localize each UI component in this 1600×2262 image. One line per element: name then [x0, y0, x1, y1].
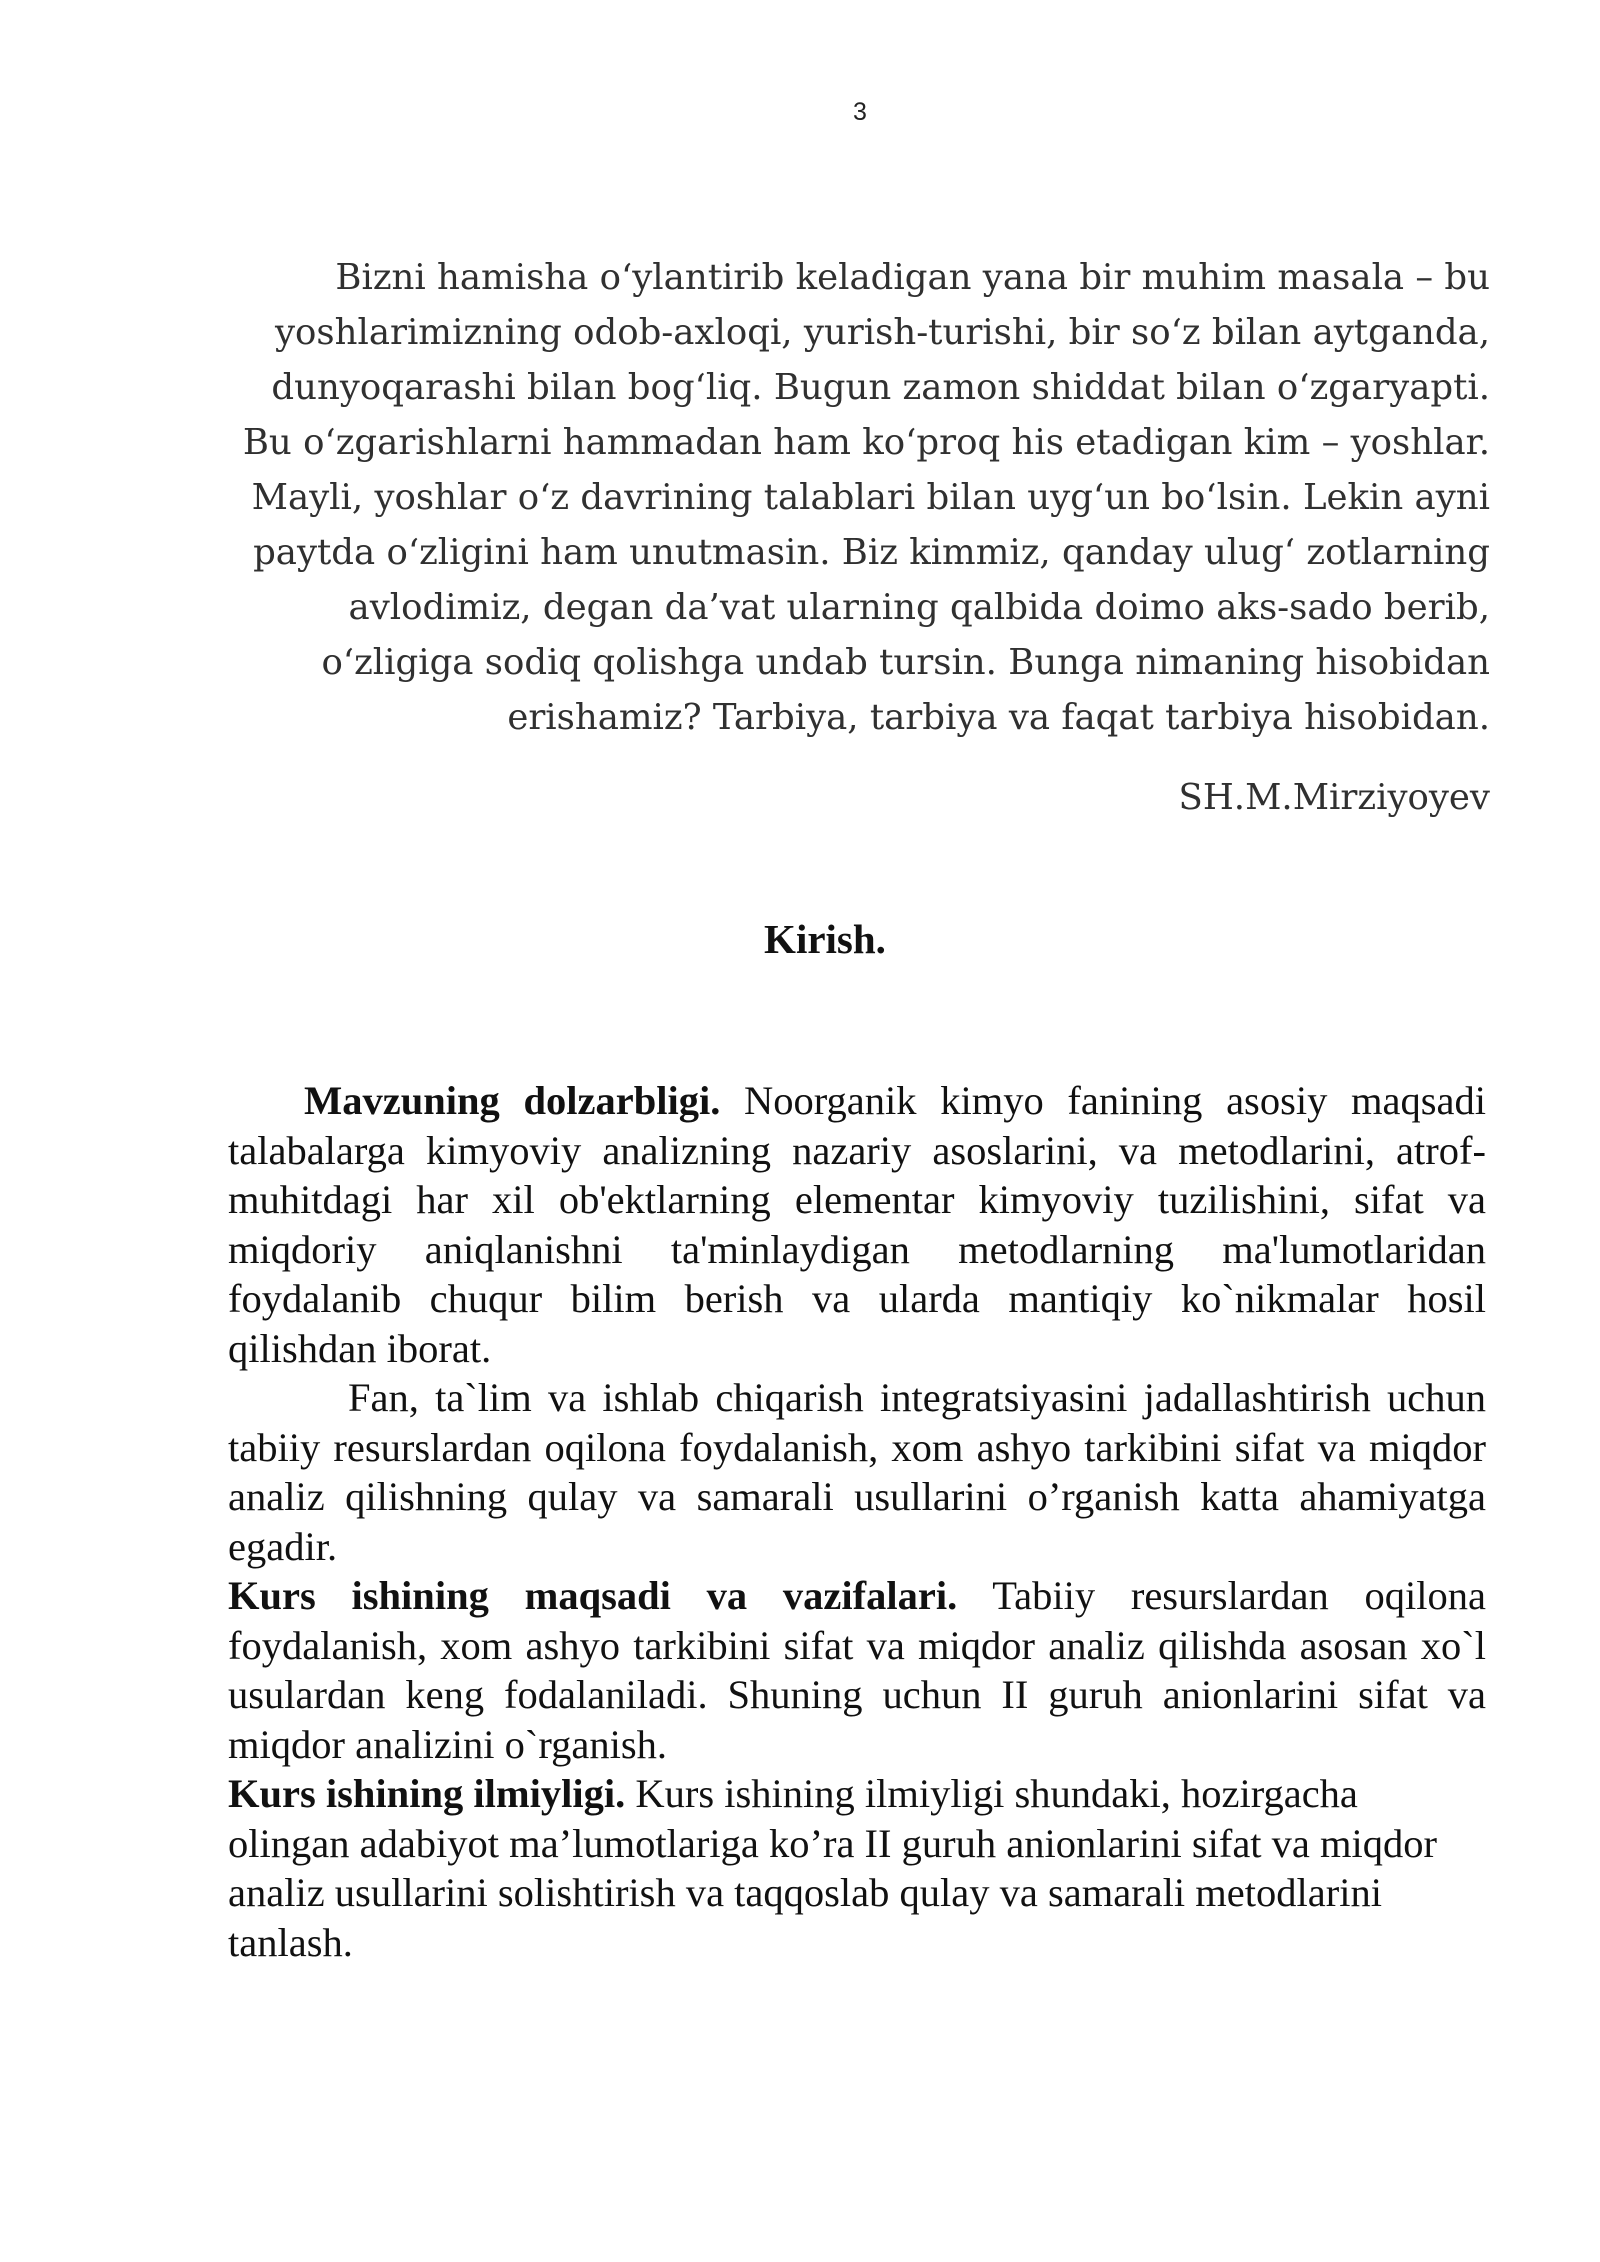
page-number: 3: [853, 98, 867, 126]
paragraph-text: Noorganik kimyo fanining asosiy maqsadi talabalarga kimyoviy analizning nazariy asoslarini, va metodlarini, atrof-muhitdagi har xil ob'ektlarning elementar kimyoviy tuzilishini, sifat va miqdoriy aniqlanishni ta'minlaydigan metodlarning ma'lumotlaridan foydalanib chuqur bilim berish va ularda mantiqiy ko`nikmalar hosil qilishdan iborat.: [228, 1078, 1486, 1371]
epigraph-line: Bizni hamisha o‘ylantirib keladigan yana bir muhim masala – bu: [335, 257, 1490, 298]
epigraph-line: erishamiz? Tarbiya, tarbiya va faqat tarbiya hisobidan.: [507, 697, 1490, 738]
epigraph-line: avlodimiz, degan da’vat ularning qalbida doimo aks-sado berib,: [348, 587, 1490, 628]
epigraph-line: o‘zligiga sodiq qolishga undab tursin. Bunga nimaning hisobidan: [321, 642, 1490, 683]
paragraph-scientific: [228, 1769, 1486, 1967]
paragraph-text: Kurs ishining ilmiyligi shundaki, hozirgacha olingan adabiyot ma’lumotlariga ko’ra II guruh anionlarini sifat va miqdor analiz usullarini solishtirish va taqqoslab qulay va samarali metodlarini tanlash.: [228, 1771, 1438, 1965]
paragraph-lead: Kurs ishining maqsadi va vazifalari.: [228, 1573, 958, 1618]
epigraph-line: yoshlarimizning odob-axloqi, yurish-turishi, bir so‘z bilan aytganda,: [274, 312, 1490, 353]
paragraph-lead: Kurs ishining ilmiyligi.: [228, 1771, 626, 1816]
paragraph-integration: [228, 1373, 1486, 1571]
paragraph-text: Fan, ta`lim va ishlab chiqarish integratsiyasini jadallashtirish uchun tabiiy resurslardan oqilona foydalanish, xom ashyo tarkibini sifat va miqdor analiz qilishning qulay va samarali usullarini o’rganish katta ahamiyatga egadir.: [228, 1375, 1486, 1569]
epigraph-line: paytda o‘zligini ham unutmasin. Biz kimmiz, qanday ulug‘ zotlarning: [253, 532, 1490, 573]
epigraph-line: dunyoqarashi bilan bog‘liq. Bugun zamon shiddat bilan o‘zgaryapti.: [271, 367, 1490, 408]
epigraph-line: Bu o‘zgarishlarni hammadan ham ko‘proq his etadigan kim – yoshlar.: [242, 422, 1490, 463]
paragraph-goals: [228, 1571, 1486, 1769]
body-text: [228, 1076, 1486, 1967]
epigraph-author: SH.M.Mirziyoyev: [1178, 777, 1490, 818]
paragraph-relevance: [228, 1076, 1486, 1373]
epigraph-quote: [220, 250, 1490, 745]
section-heading: Kirish.: [764, 916, 886, 962]
epigraph-line: Mayli, yoshlar o‘z davrining talablari bilan uyg‘un bo‘lsin. Lekin ayni: [251, 477, 1490, 518]
paragraph-lead: Mavzuning dolzarbligi.: [304, 1078, 721, 1123]
paragraph-text: Tabiiy resurslardan oqilona foydalanish, xom ashyo tarkibini sifat va miqdor analiz qilishda asosan xo`l usulardan keng fodalaniladi. Shuning uchun II guruh anionlarini sifat va miqdor analizini o`rganish.: [228, 1573, 1486, 1767]
